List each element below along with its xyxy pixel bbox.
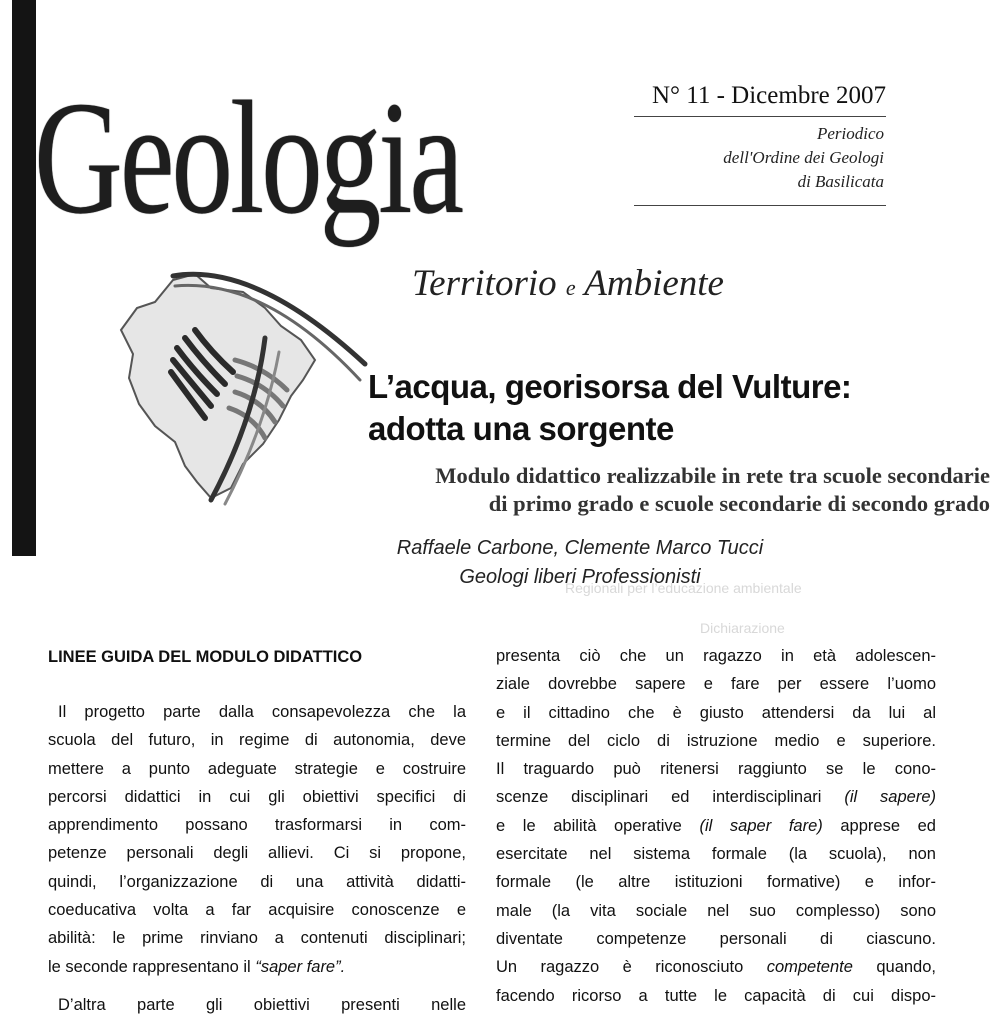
masthead-vertical-bar (12, 0, 36, 556)
publisher-info (600, 122, 884, 194)
column-left-body (48, 698, 466, 1019)
article-title-line-2: adotta una sorgente (368, 410, 674, 447)
issue-rule-bottom (634, 205, 886, 206)
italic-saper-fare: “saper fare”. (255, 957, 346, 976)
article-subhead-line-2: di primo grado e scuole secondarie di secondo grado (488, 491, 990, 516)
paragraph-line: ziale dovrebbe sapere e fare per essere l’uomo (496, 675, 936, 694)
paragraph-line: quindi, l’organizzazione di una attività didatti- (48, 872, 466, 891)
paragraph-line: D’altra parte gli obiettivi presenti nelle (58, 995, 466, 1014)
subtitle-e: e (565, 275, 576, 300)
paragraph-line: male (la vita sociale nel suo complesso) sono (496, 901, 936, 920)
article-title (368, 366, 988, 450)
publisher-line-3: di Basilicata (797, 172, 884, 191)
italic-il-saper-fare: (il saper fare) (699, 816, 823, 835)
paragraph-line: Un ragazzo è riconosciuto competente quando, (496, 958, 936, 977)
authors-role: Geologi liberi Professionisti (459, 566, 701, 588)
article-subhead (270, 462, 990, 518)
paragraph-line: coeducativa volta a far acquisire conoscenze e (48, 901, 466, 920)
paragraph-line: e il cittadino che è giusto attendersi da lui al (496, 703, 936, 722)
paragraph-line: petenze personali degli allievi. Ci si propone, (48, 844, 466, 863)
paragraph-line: esercitate nel sistema formale (la scuola), non (496, 845, 936, 864)
paragraph-line: scuola del futuro, in regime di autonomia, deve (48, 731, 466, 750)
issue-number-date: N° 11 - Dicembre 2007 (651, 82, 886, 109)
paragraph-line: Il progetto parte dalla consapevolezza che la (58, 703, 466, 721)
paragraph-line: abilità: le prime rinviano a contenuti disciplinari; (48, 929, 466, 948)
section-heading: LINEE GUIDA DEL MODULO DIDATTICO (48, 648, 363, 666)
paragraph-line: apprendimento possano trasformarsi in com- (48, 816, 466, 835)
article-title-line-1: L’acqua, georisorsa del Vulture: (368, 368, 852, 405)
article-subhead-line-1: Modulo didattico realizzabile in rete tra scuole secondarie (435, 463, 990, 488)
paragraph-line: le seconde rappresentano il “saper fare”. (48, 957, 346, 976)
publisher-line-1: Periodico (816, 124, 884, 143)
masthead-title: Geologia (34, 69, 461, 248)
subtitle-territorio: Territorio (412, 263, 557, 304)
authors-names: Raffaele Carbone, Clemente Marco Tucci (396, 537, 764, 559)
paragraph-line: presenta ciò che un ragazzo in età adolescen- (496, 647, 936, 665)
bleed-through-text-1: Regionali per l’educazione ambientale (565, 580, 802, 596)
italic-il-sapere: (il sapere) (844, 788, 936, 807)
paragraph-line: percorsi didattici in cui gli obiettivi specifici di (48, 787, 466, 806)
masthead-subtitle (412, 262, 892, 305)
paragraph-line: mettere a punto adeguate strategie e costruire (48, 759, 466, 778)
subtitle-ambiente: Ambiente (584, 263, 724, 304)
paragraph-line: facendo ricorso a tutte le capacità di cui dispo- (496, 986, 936, 1005)
publisher-line-2: dell'Ordine dei Geologi (723, 148, 884, 167)
italic-competente: competente (766, 958, 853, 977)
column-right-body (496, 642, 936, 1010)
bleed-through-text-2: Dichiarazione (700, 620, 785, 636)
paragraph-line: formale (le altre istituzioni formative) e infor- (496, 873, 936, 892)
paragraph-line: termine del ciclo di istruzione medio e superiore. (496, 731, 936, 750)
paragraph-line: Il traguardo può ritenersi raggiunto se le cono- (496, 760, 936, 779)
paragraph-line: e le abilità operative (il saper fare) apprese ed (496, 816, 936, 835)
issue-rule-top (634, 116, 886, 117)
paragraph-line: scenze disciplinari ed interdisciplinari (il sapere) (496, 788, 936, 807)
paragraph-line: diventate competenze personali di ciascuno. (496, 929, 936, 948)
